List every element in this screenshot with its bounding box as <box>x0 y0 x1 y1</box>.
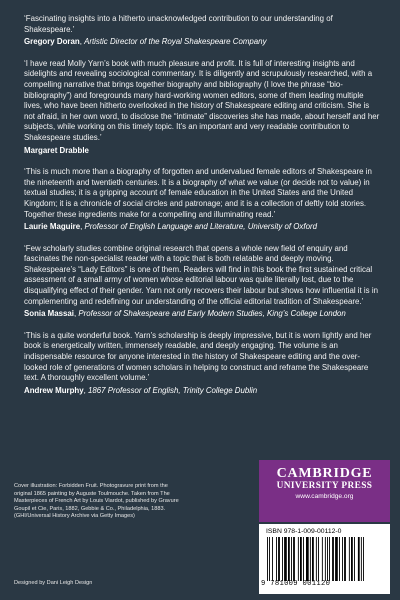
barcode-panel <box>259 524 390 594</box>
barcode-digits: 9 781009 001120 <box>261 580 331 588</box>
isbn-label: ISBN 978-1-009-00112-0 <box>266 528 342 535</box>
quote-text: ‘This is a quite wonderful book. Yarn’s scholarship is deeply impressive, but it is worn lightly and her book is energetically written, immensely readable, and deeply engaging. The volume is an indispensable resource for anyone interested in the history of Shakespeare editing and the over-looked role of generations of women scholars in helping to construct and reframe the Shakespeare text. A thoroughly excellent volume.’ <box>24 330 372 383</box>
quote-attribution <box>24 146 380 157</box>
publisher-subname: UNIVERSITY PRESS <box>276 481 373 491</box>
designer-credit: Designed by Dani Leigh Design <box>14 580 93 586</box>
quote-4 <box>24 244 380 320</box>
quote-attribution: Andrew Murphy, 1867 Professor of English, Trinity College Dublin <box>24 385 258 395</box>
publisher-logo <box>259 460 390 522</box>
quote-author: Margaret Drabble <box>24 145 89 155</box>
quote-attribution: Laurie Maguire, Professor of English Language and Literature, University of Oxford <box>24 222 317 232</box>
quote-attribution: Sonia Massai, Professor of Shakespeare and Early Modern Studies, King’s College London <box>24 309 346 319</box>
quote-text: ‘This is much more than a biography of forgotten and undervalued female editors of Shakespeare in the nineteenth and twentieth centuries. It is a biography of what we value (or decide not to value) in textual studies; it is a gripping account of female education in the United States and the United Kingdom; it is a chronicle of social circles and patronage; and it is a collection of deftly told stories. Together these ingredients make for a compelling and illuminating read.’ <box>24 167 372 219</box>
quote-text: ‘I have read Molly Yarn’s book with much pleasure and profit. It is full of interesting insights and sidelights and revealing sociological commentary. It is diligently and scrupulously researched, with a compelling narrative that brings together biography and bibliography (I love the phrase “bio-bibliography”) and foregrounds many hard-working women editors, some of them leading multiple lives, who have been hitherto overlooked in the history of Shakespeare editing and criticism. She is not afraid, in her own word, to disclose the “intimate” discoveries she has made, about herself and her subjects, while working on this timely topic. It’s an important and very readable contribution to Shakespeare studies.’ <box>24 58 380 142</box>
quote-1 <box>24 14 380 48</box>
cover-illustration-credit: Cover illustration: Forbidden Fruit. Photogravure print from the original 1865 painting by Auguste Toulmouche. Taken from The Masterpieces of French Art by Louis Viardot, published by Gravure Goupil et Cie, Paris, 1882, Gebbie & Co., Philadelphia, 1883. (GHI/Universal History Archive via Getty Images) <box>14 483 179 520</box>
quote-author: Laurie Maguire <box>24 222 81 232</box>
quote-author-role: Professor of English Language and Literature, University of Oxford <box>84 222 317 232</box>
publisher-name: CAMBRIDGE <box>276 466 373 481</box>
quote-author: Gregory Doran <box>24 37 80 47</box>
quote-5 <box>24 331 380 397</box>
quote-author: Andrew Murphy <box>24 385 84 395</box>
quote-attribution: Gregory Doran, Artistic Director of the Royal Shakespeare Company <box>24 37 267 47</box>
quote-author: Sonia Massai <box>24 309 74 319</box>
quote-text: ‘Few scholarly studies combine original research that opens a whole new field of enquiry and fascinates the non-specialist reader with a topic that is both relatable and deeply moving. Shakespeare’s “Lady Editors” is one of them. Readers will find in this book the first sustained critical assessment of a small army of women whose editorial labour was quite literally lost, due to the disqualifying effect of their gender. Yarn not only recovers their labour but shows how influential it is in complementing and redefining our understanding of the official editorial tradition of Shakespeare.’ <box>24 243 378 306</box>
quote-author-role: Professor of Shakespeare and Early Modern Studies, King’s College London <box>78 309 346 319</box>
quote-text: ‘Fascinating insights into a hitherto unacknowledged contribution to our understanding of Shakespeare.’ <box>24 14 333 34</box>
publisher-url: www.cambridge.org <box>295 493 354 500</box>
quote-author-role: 1867 Professor of English, Trinity College Dublin <box>88 385 258 395</box>
barcode-icon <box>265 537 384 581</box>
quote-3 <box>24 167 380 233</box>
quote-author-role: Artistic Director of the Royal Shakespeare Company <box>84 37 267 47</box>
endorsements <box>24 14 380 407</box>
quote-2 <box>24 59 380 156</box>
